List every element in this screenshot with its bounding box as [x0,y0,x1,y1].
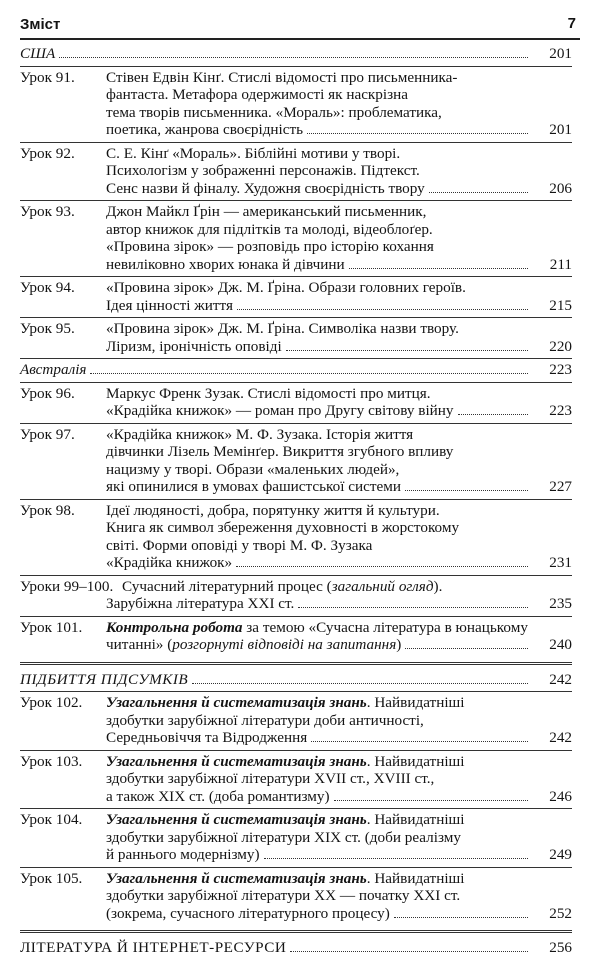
entry-text: Сучасний літературний процес ( [122,577,332,595]
entry-text: здобутки зарубіжної літератури XIX ст. (доби реалізму [106,828,461,846]
page-header [20,14,580,40]
toc-entry-lesson-98 [20,502,572,572]
entry-emphasis: Контрольна робота [106,618,243,636]
toc-entry-lesson-104 [20,811,572,864]
entry-text: . Найвидатніші [366,694,465,711]
entry-emphasis: Узагальнення й систематизація знань [106,811,367,828]
section-title: США [20,45,56,62]
entry-note: загальний огляд [331,577,434,595]
entry-text: Ідея цінності життя [106,296,233,314]
entry-page: 223 [545,402,572,420]
entry-text: «Провина зірок» Дж. М. Ґріна. Образи головних героїв. [106,279,466,296]
entry-emphasis: Узагальнення й систематизація знань [106,869,367,887]
entry-text: Психологізм у зображенні персонажів. Підтекст. [106,162,420,179]
toc-entry-lesson-93 [20,203,572,273]
entry-page: 231 [545,554,572,572]
entry-text: Стівен Едвін Кінґ. Стислі відомості про письменника- [106,68,458,86]
entry-text: Ліризм, іронічність оповіді [106,337,282,355]
entry-page: 242 [545,729,572,747]
table-of-contents [20,44,572,957]
entry-emphasis: Узагальнення й систематизація знань [106,752,367,770]
entry-text: а також XIX ст. (доба романтизму) [106,787,330,805]
entry-text: (зокрема, сучасного літературного процесу) [106,904,390,922]
entry-text: Джон Майкл Ґрін — американський письменник, [106,203,427,220]
entry-page: 227 [545,478,572,496]
entry-page: 215 [545,297,572,315]
section-title: ПІДБИТТЯ ПІДСУМКІВ [20,670,189,688]
entry-text: автор книжок для підлітків та молоді, відеоблоґер. [106,220,433,238]
entry-text: ). [433,577,443,595]
entry-text: здобутки зарубіжної літератури XX — початку XXI ст. [106,887,461,904]
section-page: 201 [545,45,572,63]
section-page: 242 [545,671,572,689]
entry-page: 201 [545,121,572,139]
entry-text: Ідеї людяності, добра, порятунку життя й культури. [106,501,440,519]
entry-note: розгорнуті відповіді на запитання [172,636,397,653]
entry-text: за темою «Сучасна література в юнацькому [242,618,528,636]
toc-entry-lesson-103 [20,753,572,806]
toc-entry-lessons-99-100 [20,578,572,613]
entry-text: світі. Форми оповіді у творі М. Ф. Зузака [106,536,373,554]
toc-entry-lesson-97 [20,426,572,496]
toc-section-australia [20,361,572,379]
toc-entry-lesson-102 [20,694,572,747]
lesson-label: Урок 105. [20,869,83,887]
toc-entry-lesson-92 [20,145,572,198]
entry-text: здобутки зарубіжної літератури доби античності, [106,711,424,729]
entry-text: . Найвидатніші [366,869,465,887]
entry-text: Зарубіжна література XXI ст. [106,595,295,612]
entry-text: . Найвидатніші [366,811,465,828]
section-page: 256 [545,939,572,957]
entry-page: 252 [545,905,572,923]
entry-text: поетика, жанрова своєрідність [106,121,304,138]
entry-text: . Найвидатніші [366,752,465,770]
lesson-label: Урок 103. [20,752,83,770]
entry-text: ) [396,636,402,653]
entry-text: Книга як символ збереження духовності в жорстокому [106,519,460,536]
lesson-label: Урок 94. [20,279,75,296]
entry-text: невиліковно хворих юнака й дівчини [106,255,345,273]
lesson-label: Урок 104. [20,811,83,828]
page-number: 7 [567,15,576,32]
entry-text: які опинилися в умовах фашистської системи [106,478,401,495]
entry-page: 235 [545,595,572,613]
lesson-label: Урок 97. [20,425,75,443]
toc-entry-lesson-91 [20,69,572,139]
lesson-label: Урок 101. [20,618,83,636]
entry-page: 249 [545,846,572,864]
toc-section-usa [20,45,572,63]
lesson-label: Урок 91. [20,68,75,86]
toc-entry-lesson-105 [20,870,572,923]
entry-text: нацизму у творі. Образи «маленьких людей», [106,460,400,478]
entry-text: Середньовіччя та Відродження [106,729,308,746]
section-page: 223 [545,361,572,379]
entry-text: й раннього модернізму) [106,846,260,863]
section-title: Австралія [20,361,87,378]
entry-text: Маркус Френк Зузак. Стислі відомості про митця. [106,384,431,402]
entry-page: 206 [545,180,572,198]
lesson-label: Урок 93. [20,203,75,220]
entry-text: С. Е. Кінґ «Мораль». Біблійні мотиви у творі. [106,144,401,162]
toc-entry-lesson-96 [20,385,572,420]
entry-page: 246 [545,788,572,806]
toc-section-literature [20,939,572,957]
toc-entry-lesson-94 [20,279,572,314]
entry-text: фантаста. Метафора одержимості як наскрізна [106,86,408,103]
entry-page: 240 [545,636,572,654]
lesson-label: Урок 95. [20,320,75,337]
entry-emphasis: Узагальнення й систематизація знань [106,694,367,711]
section-title: ЛІТЕРАТУРА Й ІНТЕРНЕТ-РЕСУРСИ [20,939,287,956]
entry-text: «Провина зірок» Дж. М. Ґріна. Символіка назви твору. [106,320,459,337]
lesson-label: Урок 92. [20,144,75,162]
entry-text: Сенс назви й фіналу. Художня своєрідність твору [106,179,425,197]
entry-text: читанні» ( [106,636,173,653]
entry-page: 211 [546,256,572,274]
entry-text: «Крадійка книжок» [106,554,233,571]
entry-text: здобутки зарубіжної літератури XVII ст., XVIII ст., [106,770,435,787]
entry-text: «Крадійка книжок» — роман про Другу світову війну [106,402,454,419]
toc-entry-lesson-95 [20,320,572,355]
lesson-label: Урок 96. [20,384,75,402]
entry-text: тема творів письменника. «Мораль»: проблематика, [106,103,442,121]
toc-entry-lesson-101 [20,619,572,654]
toc-section-summary [20,671,572,689]
lesson-label: Урок 102. [20,694,83,711]
entry-text: «Провина зірок» — розповідь про історію кохання [106,238,434,255]
entry-text: «Крадійка книжок» М. Ф. Зузака. Історія життя [106,425,414,443]
running-head: Зміст [20,16,61,33]
lesson-label: Урок 98. [20,501,75,519]
entry-text: дівчинки Лізель Мемінґер. Викриття згубного впливу [106,443,454,460]
lesson-label: Уроки 99–100. [20,577,114,595]
entry-page: 220 [545,338,572,356]
